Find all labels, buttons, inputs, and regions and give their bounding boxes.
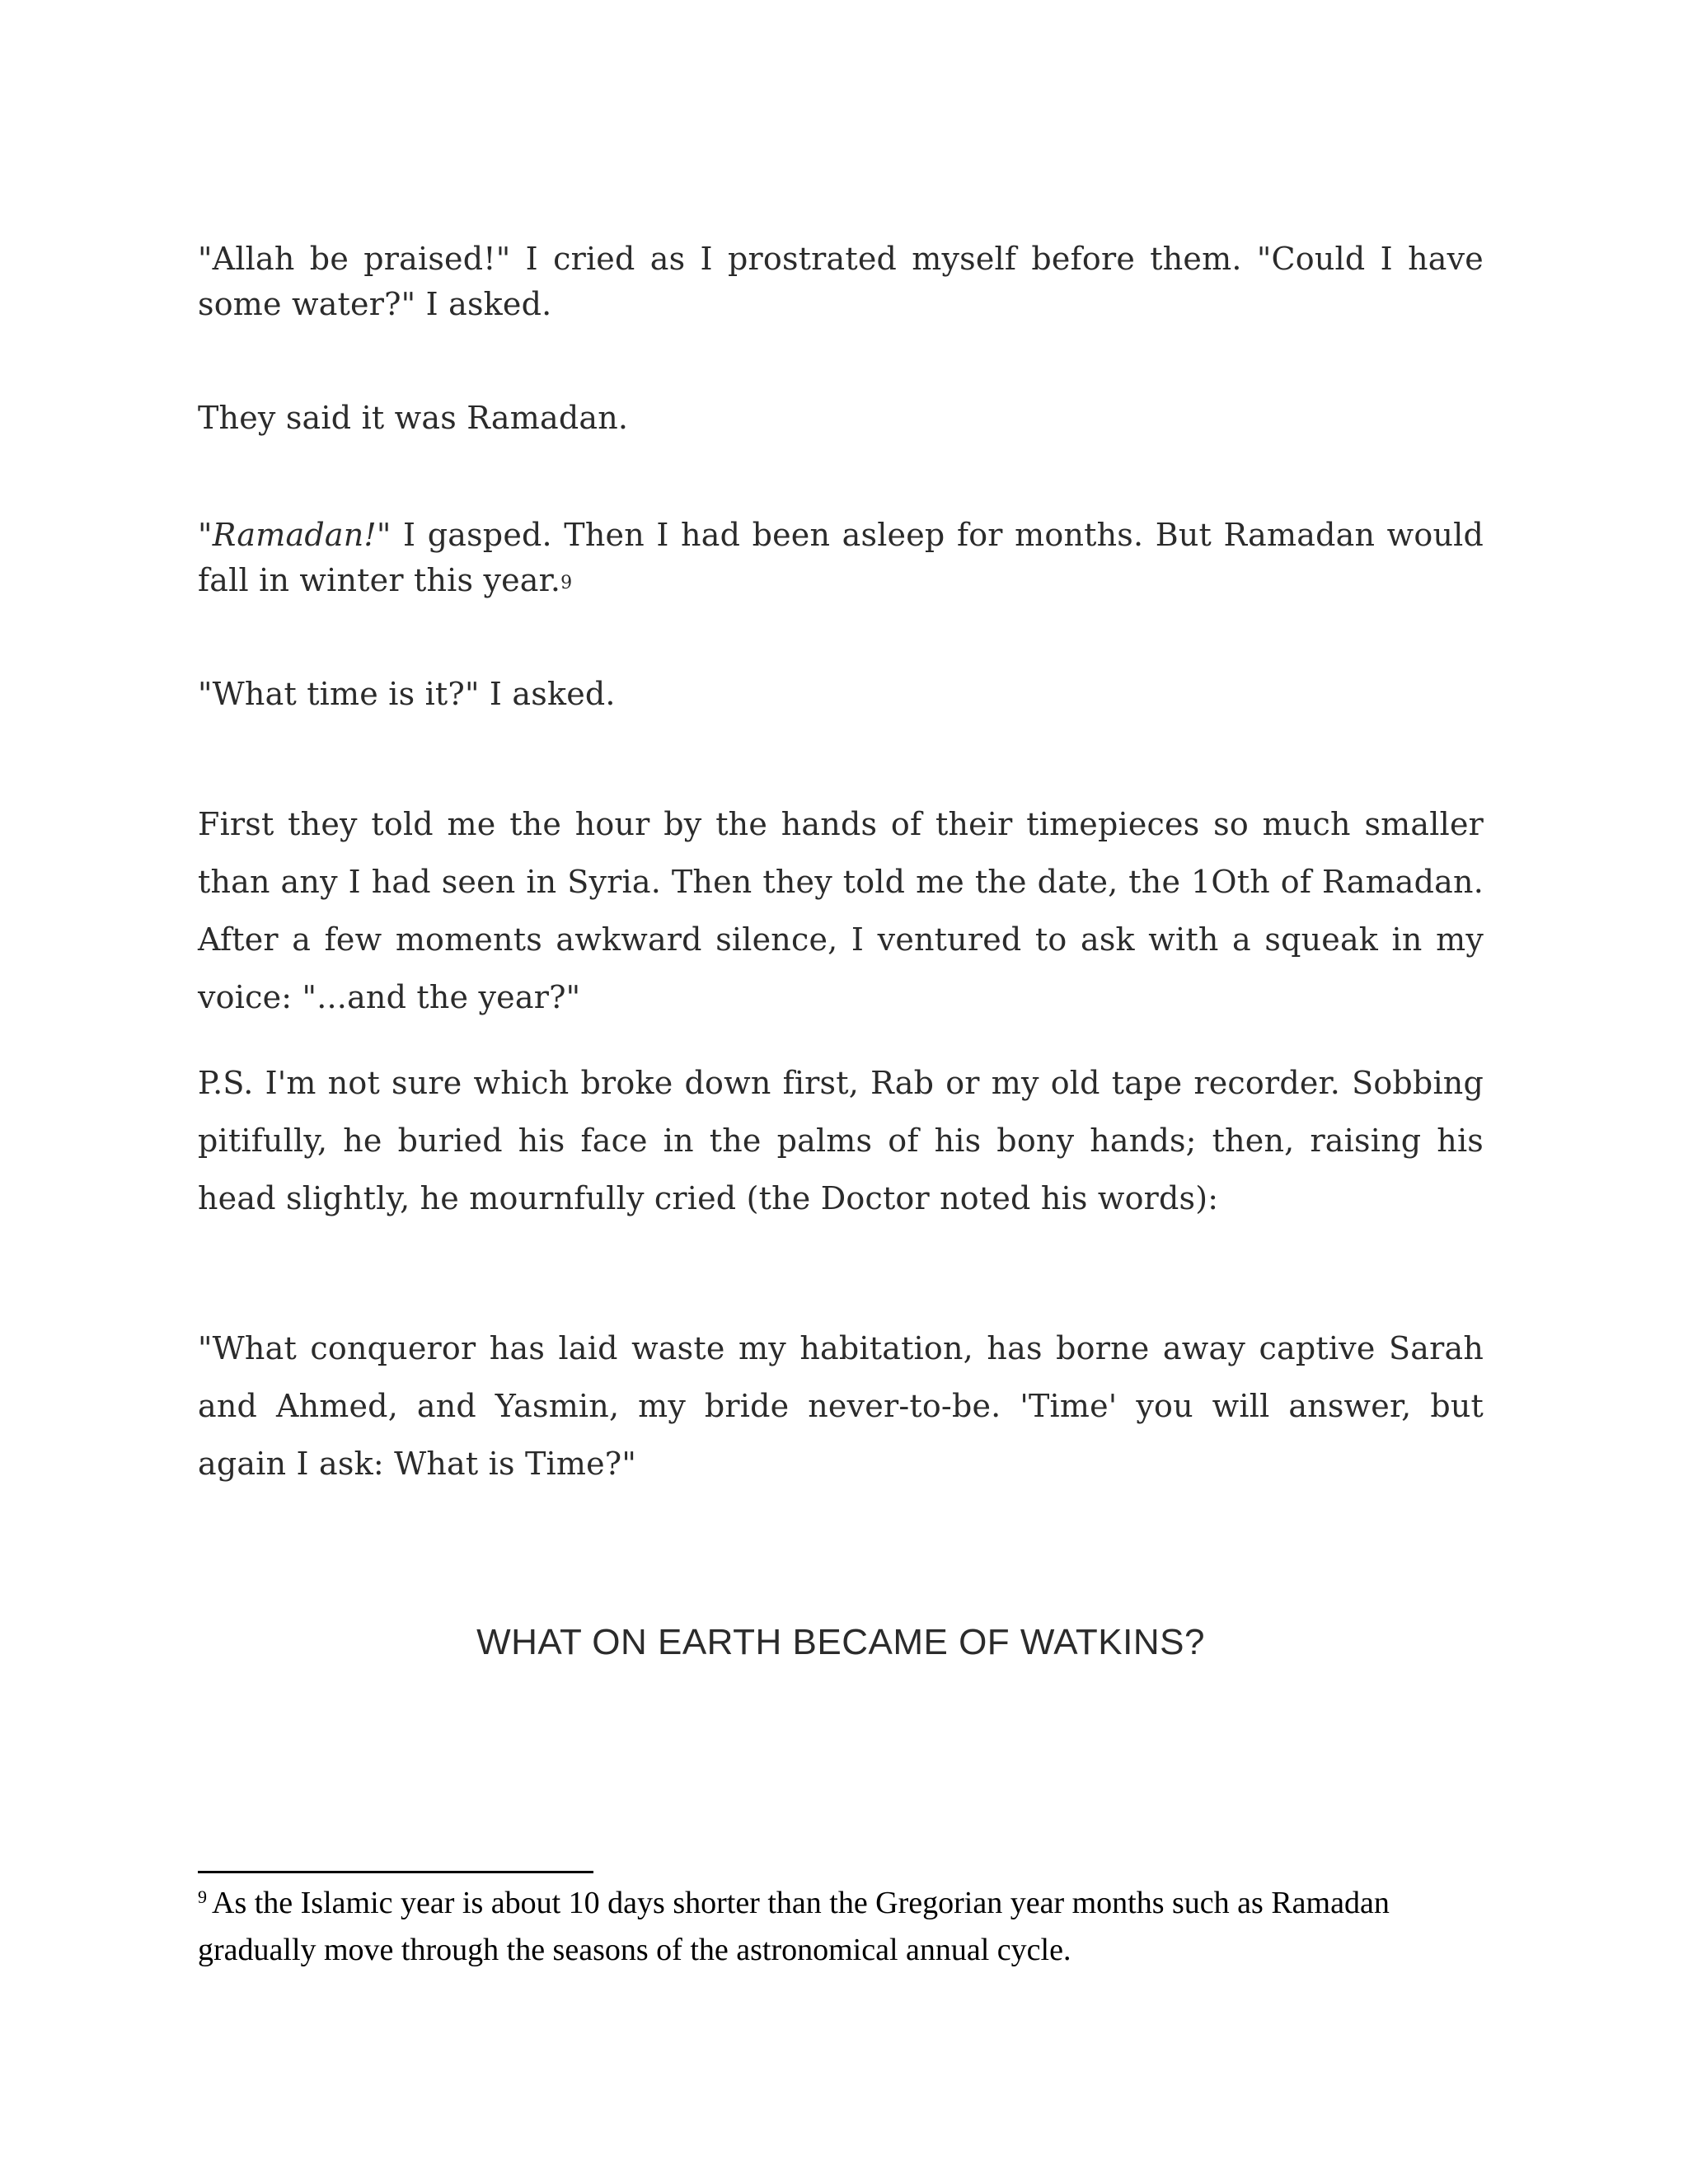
footnote-text: As the Islamic year is about 10 days shorter than the Gregorian year months such as Ramadan gradually move through the seasons of the astronomical annual cycle. — [198, 1886, 1390, 1967]
paragraph-ramadan-said: They said it was Ramadan. — [198, 400, 629, 436]
document-page — [198, 0, 1484, 2184]
footnote-number: 9 — [198, 1886, 207, 1907]
paragraph-what-time: "What time is it?" I asked. — [198, 676, 616, 712]
paragraph-allah-be-praised: "Allah be praised!" I cried as I prostrated myself before them. "Could I have some water?" I asked. — [198, 241, 1484, 322]
open-quote: " — [198, 517, 213, 553]
paragraph-what-conqueror: "What conqueror has laid waste my habitation, has borne away captive Sarah and Ahmed, and Yasmin, my bride never-to-be. 'Time' you will answer, but again I ask: What is Time?" — [198, 1330, 1484, 1482]
footnote-separator — [198, 1871, 593, 1873]
footnote — [198, 1882, 1484, 1972]
section-heading: WHAT ON EARTH BECAME OF WATKINS? — [476, 1622, 1205, 1662]
paragraph-text: I gasped. Then I had been asleep for months. But Ramadan would fall in winter this year. — [198, 517, 1484, 598]
paragraph-ramadan-gasped — [198, 513, 1484, 608]
paragraph-first-they-told: First they told me the hour by the hands of their timepieces so much smaller than any I had seen in Syria. Then they told me the date, the 1Oth of Ramadan. After a few moments awkward silence, I ventured to ask with a squeak in my voice: "...and the year?" — [198, 806, 1484, 1015]
italic-ramadan: Ramadan!" — [212, 517, 392, 553]
footnote-reference[interactable]: 9 — [560, 573, 573, 593]
paragraph-ps: P.S. I'm not sure which broke down first, Rab or my old tape recorder. Sobbing pitifully, he buried his face in the palms of his bony hands; then, raising his head slightly, he mournfully cried (the Doctor noted his words): — [198, 1065, 1484, 1216]
